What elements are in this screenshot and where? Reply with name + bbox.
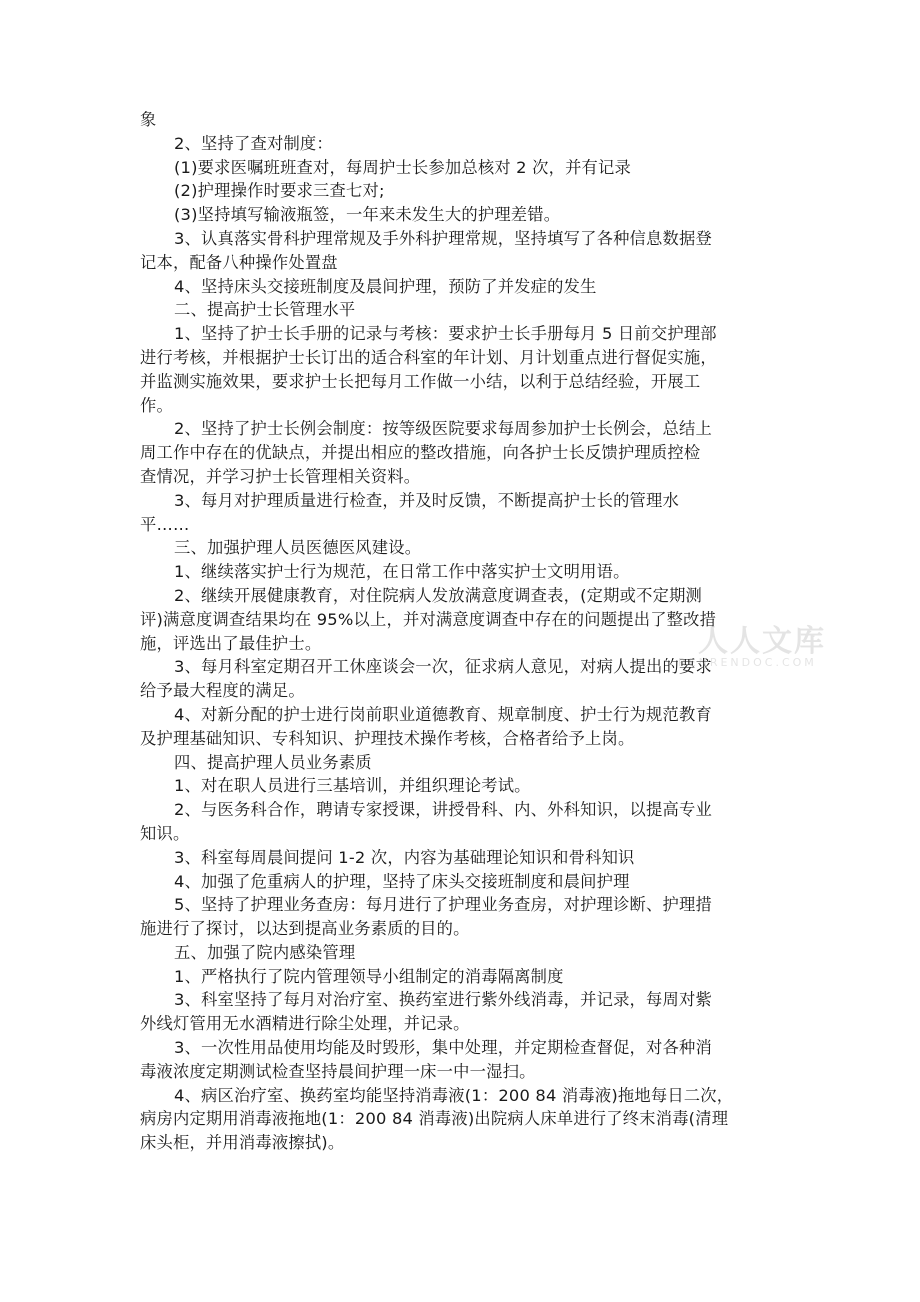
text-line: 1、继续落实护士行为规范，在日常工作中落实护士文明用语。 xyxy=(174,562,630,582)
text-line: 2、与医务科合作，聘请专家授课，讲授骨科、内、外科知识，以提高专业 xyxy=(174,800,712,820)
text-line: (1)要求医嘱班班查对，每周护士长参加总核对 2 次，并有记录 xyxy=(174,157,632,177)
text-line: 并监测实施效果，要求护士长把每月工作做一小结，以利于总结经验，开展工 xyxy=(140,371,701,391)
text-line: 四、提高护理人员业务素质 xyxy=(174,752,372,772)
text-line: 3、认真落实骨科护理常规及手外科护理常规，坚持填写了各种信息数据登 xyxy=(174,228,712,248)
text-line: 五、加强了院内感染管理 xyxy=(174,942,356,962)
text-line: 二、提高护士长管理水平 xyxy=(174,300,356,320)
text-line: 三、加强护理人员医德医风建设。 xyxy=(174,538,422,558)
document-body xyxy=(140,108,780,1155)
text-line: 评)满意度调查结果均在 95%以上，并对满意度调查中存在的问题提出了整改措 xyxy=(140,609,717,629)
text-line: 进行考核，并根据护士长订出的适合科室的年计划、月计划重点进行督促实施， xyxy=(140,347,717,367)
text-line: 给予最大程度的满足。 xyxy=(140,681,305,701)
text-line: 知识。 xyxy=(140,823,190,843)
text-line: 2、坚持了查对制度： xyxy=(174,133,333,153)
text-line: 1、对在职人员进行三基培训，并组织理论考试。 xyxy=(174,776,531,796)
text-line: (2)护理操作时要求三查七对; xyxy=(174,181,385,201)
text-line: 2、继续开展健康教育，对住院病人发放满意度调查表，(定期或不定期测 xyxy=(174,585,703,605)
text-line: 3、每月对护理质量进行检查，并及时反馈，不断提高护士长的管理水 xyxy=(174,490,679,510)
text-line: 施进行了探讨，以达到提高业务素质的目的。 xyxy=(140,919,470,939)
text-line: 3、一次性用品使用均能及时毁形，集中处理，并定期检查督促，对各种消 xyxy=(174,1038,712,1058)
text-line: 4、对新分配的护士进行岗前职业道德教育、规章制度、护士行为规范教育 xyxy=(174,704,712,724)
text-line: 平…… xyxy=(140,514,190,534)
text-line: 象 xyxy=(140,110,157,129)
watermark-title: 人人文库 xyxy=(698,624,826,659)
text-line: 床头柜，并用消毒液擦拭)。 xyxy=(140,1133,345,1153)
text-line: 查情况，并学习护士长管理相关资料。 xyxy=(140,466,421,486)
text-line: 毒液浓度定期测试检查坚持晨间护理一床一中一湿扫。 xyxy=(140,1061,536,1081)
text-line: 2、坚持了护士长例会制度：按等级医院要求每周参加护士长例会，总结上 xyxy=(174,419,712,439)
text-line: 周工作中存在的优缺点，并提出相应的整改措施，向各护士长反馈护理质控检 xyxy=(140,443,701,463)
text-line: 及护理基础知识、专科知识、护理技术操作考核，合格者给予上岗。 xyxy=(140,728,635,748)
text-line: 病房内定期用消毒液拖地(1：200 84 消毒液)出院病人床单进行了终末消毒(清理 xyxy=(140,1109,729,1129)
text-line: 3、科室每周晨间提问 1-2 次，内容为基础理论知识和骨科知识 xyxy=(174,847,635,867)
text-line: 施，评选出了最佳护士。 xyxy=(140,633,322,653)
text-line: 作。 xyxy=(140,395,173,415)
text-line: (3)坚持填写输液瓶签，一年来未发生大的护理差错。 xyxy=(174,205,561,225)
text-line: 4、坚持床头交接班制度及晨间护理，预防了并发症的发生 xyxy=(174,276,597,296)
text-line: 1、严格执行了院内管理领导小组制定的消毒隔离制度 xyxy=(174,966,564,986)
text-line: 4、加强了危重病人的护理，坚持了床头交接班制度和晨间护理 xyxy=(174,871,630,891)
text-line: 1、坚持了护士长手册的记录与考核：要求护士长手册每月 5 日前交护理部 xyxy=(174,324,717,344)
text-line: 5、坚持了护理业务查房：每月进行了护理业务查房，对护理诊断、护理措 xyxy=(174,895,712,915)
text-line: 3、科室坚持了每月对治疗室、换药室进行紫外线消毒，并记录，每周对紫 xyxy=(174,990,712,1010)
text-line: 4、病区治疗室、换药室均能坚持消毒液(1：200 84 消毒液)拖地每日二次， xyxy=(174,1085,734,1105)
text-line: 记本，配备八种操作处置盘 xyxy=(140,252,338,272)
text-line: 3、每月科室定期召开工休座谈会一次，征求病人意见，对病人提出的要求 xyxy=(174,657,712,677)
watermark-subtitle: RENRENDOC.COM xyxy=(678,656,817,669)
text-line: 外线灯管用无水酒精进行除尘处理，并记录。 xyxy=(140,1014,470,1034)
